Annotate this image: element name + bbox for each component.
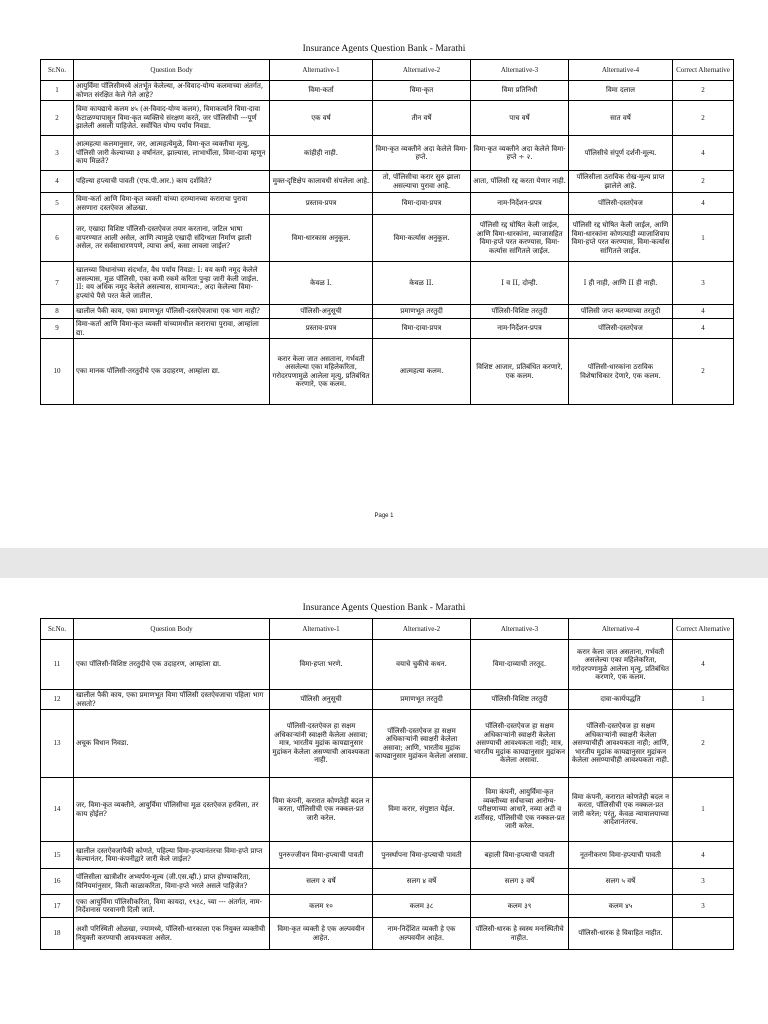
sr-cell: 9 (41, 319, 74, 339)
alternative-4-cell: कलम ४५ (569, 895, 673, 918)
alternative-4-cell: पॉलिसी-दस्तऐवज (569, 319, 673, 339)
page-title: Insurance Agents Question Bank - Marathi (302, 44, 466, 54)
alternative-4-cell: विमा दलाल (569, 81, 673, 101)
header-alt1: Alternative-1 (270, 619, 373, 640)
sr-cell: 10 (41, 339, 74, 405)
alternative-2-cell: विमा-दावा-प्रपत्र (373, 319, 471, 339)
correct-alternative-cell: 2 (673, 81, 734, 101)
question-cell: पॉलिसीला खात्रीशीर अभ्यर्पण-मूल्य (जी.एस.व्ही.) प्राप्त होण्याकरिता, विनियमांनुसार, किती काळाकरिता, विमा-हप्ते भरले असले पाहिजेत? (74, 869, 270, 895)
alternative-2-cell: विमा-दावा-प्रपत्र (373, 193, 471, 215)
table-row (41, 193, 734, 215)
alternative-1-cell: विमा-कृत व्यक्ती हे एक अल्पवयीन आहेत. (270, 918, 373, 950)
header-alt3: Alternative-3 (471, 619, 569, 640)
alternative-4-cell: पॉलिसीला ठराविक रोख-मूल्य प्राप्त झालेले आहे. (569, 171, 673, 193)
correct-alternative-cell: 4 (673, 319, 734, 339)
header-alt4: Alternative-4 (569, 60, 673, 81)
alternative-2-cell: नाम-निर्देशित व्यक्ती हे एक अल्पवयीन आहेत. (373, 918, 471, 950)
question-cell: खालील पैकी काय, एका प्रमाणभूत विमा पॉलिसी दस्तऐवजाचा पहिला भाग असतो? (74, 690, 270, 710)
alternative-3-cell: पॉलिसी-दस्तऐवज हा सक्षम अधिकाऱ्यांनी स्वाक्षरी केलेला असण्याची आवश्यकता नाही; मात्र, भारतीय मुद्रांक कायद्यानुसार मुद्रांकन केलेला असावा. (471, 710, 569, 778)
correct-alternative-cell (673, 918, 734, 950)
alternative-3-cell: सलग ३ वर्षे (471, 869, 569, 895)
alternative-1-cell: करार केला जात असताना, गर्भवती असलेल्या एका महिलेकरिता, गरोदरपणामुळे आलेला मृत्यु, प्रतिबंधित करणारे, एक कलम. (270, 339, 373, 405)
alternative-4-cell: सात वर्षे (569, 101, 673, 136)
correct-alternative-cell: 1 (673, 690, 734, 710)
sr-cell: 3 (41, 136, 74, 171)
alternative-4-cell: पॉलिसी रद्द घोषित केली जाईल, आणि विमा-धारकांना कोणत्याही व्याजाशिवाय विमा-हप्ते परत करण्यास, विमा-कर्त्यास सांगितले जाईल. (569, 215, 673, 262)
alternative-3-cell: कलम ३९ (471, 895, 569, 918)
header-alt4: Alternative-4 (569, 619, 673, 640)
alternative-3-cell: पॉलिसी रद्द घोषित केली जाईल, आणि विमा-धारकांना, व्याजासहित विमा-हप्ते परत करण्यास, विमा-कर्त्यास सांगितले जाईल. (471, 215, 569, 262)
alternative-3-cell: पॉलिसी-धारक हे स्वस्थ मनःस्थितीचे नाहीत. (471, 918, 569, 950)
sr-cell: 14 (41, 778, 74, 842)
table-row (41, 339, 734, 405)
alternative-2-cell: विमा-कृत (373, 81, 471, 101)
alternative-4-cell: विमा कंपनी, करारात कोणतेही बदल न करता, पॉलिसीची एक नक्कल-प्रत जारी करेल; परंतु, केवळ न्यायालयाच्या आदेशानंतरच. (569, 778, 673, 842)
alternative-1-cell: कांहीही नाही. (270, 136, 373, 171)
alternative-3-cell: विमा कंपनी, आयुर्विमा-कृत व्यक्तीच्या सर्वचाच्या आरोग्य-परीक्षणाच्या आधारे, नव्या अटी व शर्तीसह, पॉलिसीची एक नक्कल-प्रत जारी करेल. (471, 778, 569, 842)
alternative-2-cell: विमा-कृत व्यक्तीने अदा केलेले विमा-हप्ते. (373, 136, 471, 171)
correct-alternative-cell: 3 (673, 262, 734, 305)
table-row (41, 101, 734, 136)
table-row (41, 918, 734, 950)
alternative-3-cell: विमा-कृत व्यक्तीने अदा केलेले विमा-हप्ते ÷ २. (471, 136, 569, 171)
question-cell: जर, एखादा विशिष्ट पॉलिसी-दस्तऐवज तयार करताना, जटिल भाषा वापरण्यात आली असेल, आणि त्यामुळे एखादी संदिग्धता निर्माण झाली असेल, तर सर्वसाधारणपणे, त्याचा अर्थ, कसा लावला जाईल? (74, 215, 270, 262)
alternative-3-cell: नाम-निर्देशन-प्रपत्र (471, 319, 569, 339)
alternative-4-cell: पॉलिसी-दस्तऐवज हा सक्षम अधिकाऱ्यांनी स्वाक्षरी केलेला असण्याचीही आवश्यकता नाही; आणि, भारतीय मुद्रांक कायद्यानुसार मुद्रांकन केलेला असण्याचीही आवश्यकता नाही. (569, 710, 673, 778)
correct-alternative-cell: 4 (673, 305, 734, 319)
question-table (40, 59, 734, 405)
question-cell: एका आयुर्विमा पॉलिसीकरिता, विमा कायदा, १९३८, च्या --- अंतर्गत, नाम-निर्देशनास परवानगी दिली जाते. (74, 895, 270, 918)
table-row (41, 710, 734, 778)
question-table (40, 618, 734, 950)
alternative-1-cell: विमा-धारकास अनुकूल. (270, 215, 373, 262)
alternative-4-cell: दावा-कार्यपद्धति (569, 690, 673, 710)
correct-alternative-cell: 4 (673, 193, 734, 215)
alternative-1-cell: विमा कंपनी, करारात कोणतेही बदल न करता, पॉलिसीची एक नक्कल-प्रत जारी करेल. (270, 778, 373, 842)
alternative-4-cell: पॉलिसी-धारकांना ठराविक विशेषाधिकार देणारे, एक कलम. (569, 339, 673, 405)
alternative-4-cell: पॉलिसी-धारक हे विवाहित नाहीत. (569, 918, 673, 950)
table-row (41, 842, 734, 869)
alternative-1-cell: एक वर्ष (270, 101, 373, 136)
sr-cell: 8 (41, 305, 74, 319)
alternative-4-cell: पॉलिसी जप्त करण्याच्या तरतुदी (569, 305, 673, 319)
alternative-3-cell: आता, पॉलिसी रद्द करता येणार नाही. (471, 171, 569, 193)
correct-alternative-cell: 1 (673, 215, 734, 262)
alternative-3-cell: नाम-निर्देशन-प्रपत्र (471, 193, 569, 215)
question-cell: विमा-कर्ता आणि विमा-कृत व्यक्ती यांच्या दरम्यानच्या कराराचा पुरावा असणारा दस्तऐवज ओळखा. (74, 193, 270, 215)
table-row (41, 81, 734, 101)
alternative-3-cell: बहाली विमा-हप्त्याची पावती (471, 842, 569, 869)
sr-cell: 12 (41, 690, 74, 710)
sr-cell: 16 (41, 869, 74, 895)
table-row (41, 215, 734, 262)
sr-cell: 7 (41, 262, 74, 305)
table-row (41, 262, 734, 305)
question-cell: खालील दस्तऐवजांपैकी कोणते, पहिल्या विमा-हप्त्यानंतरचा विमा-हप्ते प्राप्त केल्यानंतर, विमा-कंपनीद्वारे जारी केले जाईल? (74, 842, 270, 869)
alternative-3-cell: विशिष्ट आजार, प्रतिबंधित करणारे, एक कलम. (471, 339, 569, 405)
header-alt3: Alternative-3 (471, 60, 569, 81)
header-sr: Sr.No. (41, 619, 74, 640)
alternative-2-cell: विमा-कर्त्यास अनुकूल. (373, 215, 471, 262)
alternative-3-cell: पॉलिसी-विशिष्ट तरतुदी (471, 305, 569, 319)
sr-cell: 11 (41, 640, 74, 690)
header-alt2: Alternative-2 (373, 619, 471, 640)
question-cell: अचूक विधान निवडा. (74, 710, 270, 778)
alternative-4-cell: करार केला जात असताना, गर्भवती असलेल्या एका महिलेकरिता, गरोदरपणामुळे आलेला मृत्यु, प्रतिबंधित करणारे, एक कलम. (569, 640, 673, 690)
page-footer: Page 1 (374, 513, 394, 519)
alternative-1-cell: पॉलिसी-दस्तऐवज हा सक्षम अधिकाऱ्यांनी स्वाक्षरी केलेला असावा; मात्र, भारतीय मुद्रांक कायद्यानुसार मुद्रांकन केलेला असण्याची आवश्यकता नाही. (270, 710, 373, 778)
table-row (41, 690, 734, 710)
correct-alternative-cell: 2 (673, 171, 734, 193)
alternative-1-cell: पॉलिसी अनुसूची (270, 690, 373, 710)
alternative-1-cell: सलग २ वर्षे (270, 869, 373, 895)
correct-alternative-cell: 4 (673, 640, 734, 690)
alternative-3-cell: पाच वर्षे (471, 101, 569, 136)
alternative-2-cell: पॉलिसी-दस्तऐवज हा सक्षम अधिकाऱ्यांनी स्वाक्षरी केलेला असावा; आणि, भारतीय मुद्रांक कायद्यानुसार मुद्रांकन केलेला असावा. (373, 710, 471, 778)
question-cell: खालील पैकी काय, एका प्रमाणभूत पॉलिसी-दस्तऐवजाचा एक भाग नाही? (74, 305, 270, 319)
sr-cell: 17 (41, 895, 74, 918)
header-alt2: Alternative-2 (373, 60, 471, 81)
table-row (41, 895, 734, 918)
sr-cell: 6 (41, 215, 74, 262)
correct-alternative-cell: 2 (673, 339, 734, 405)
question-cell: अशी परिस्थिती ओळखा, ज्यामध्ये, पॉलिसी-धारकाला एक नियुक्त व्यक्तीची नियुक्ती करण्याची आवश्यकता असेल. (74, 918, 270, 950)
alternative-2-cell: आत्महत्या कलम. (373, 339, 471, 405)
alternative-1-cell: पुनरुज्जीवन विमा-हप्त्याची पावती (270, 842, 373, 869)
alternative-1-cell: प्रस्ताव-प्रपत्र (270, 193, 373, 215)
sr-cell: 18 (41, 918, 74, 950)
header-alt1: Alternative-1 (270, 60, 373, 81)
alternative-3-cell: विमा-दाव्याची तरतूद. (471, 640, 569, 690)
alternative-2-cell: वयाचे चुकीचे कथन. (373, 640, 471, 690)
header-correct: Correct Alternative (673, 60, 734, 81)
alternative-1-cell: कलम १० (270, 895, 373, 918)
sr-cell: 15 (41, 842, 74, 869)
alternative-1-cell: मुक्त-दृष्टिक्षेप कालावधी संपलेला आहे. (270, 171, 373, 193)
page-2 (0, 578, 768, 1024)
sr-cell: 4 (41, 171, 74, 193)
alternative-2-cell: केवळ II. (373, 262, 471, 305)
sr-cell: 2 (41, 101, 74, 136)
table-row (41, 869, 734, 895)
table-row (41, 171, 734, 193)
correct-alternative-cell: 4 (673, 136, 734, 171)
alternative-2-cell: विमा करार, संपुष्टात येईल. (373, 778, 471, 842)
sr-cell: 1 (41, 81, 74, 101)
alternative-2-cell: पुनर्स्थापना विमा-हप्त्याची पावती (373, 842, 471, 869)
correct-alternative-cell: 2 (673, 710, 734, 778)
question-cell: आत्महत्या कलमानुसार, जर, आत्महत्येमुळे, विमा-कृत व्यक्तीचा मृत्यु, पॉलिसी जारी केल्याच्या ३ वर्षांनंतर, झाल्यास, लाभार्थीला, विमा-दावा म्हणून काय मिळते? (74, 136, 270, 171)
header-row (41, 619, 734, 640)
correct-alternative-cell: 2 (673, 101, 734, 136)
question-cell: पहिल्या हप्त्याची पावती (एफ.पी.आर.) काय दर्शविते? (74, 171, 270, 193)
correct-alternative-cell: 1 (673, 778, 734, 842)
alternative-1-cell: विमा-कर्ता (270, 81, 373, 101)
alternative-4-cell: I ही नाही, आणि II ही नाही. (569, 262, 673, 305)
alternative-1-cell: विमा-हप्ता भरणे. (270, 640, 373, 690)
header-question: Question Body (74, 619, 270, 640)
correct-alternative-cell: 4 (673, 842, 734, 869)
alternative-2-cell: सलग ४ वर्षे (373, 869, 471, 895)
alternative-4-cell: नूतनीकरण विमा-हप्त्याची पावती (569, 842, 673, 869)
alternative-2-cell: प्रमाणभूत तरतुदी (373, 690, 471, 710)
correct-alternative-cell: 3 (673, 869, 734, 895)
alternative-2-cell: तो, पॉलिसीचा करार सुरु झाला असल्याचा पुरावा आहे. (373, 171, 471, 193)
sr-cell: 13 (41, 710, 74, 778)
header-sr: Sr.No. (41, 60, 74, 81)
alternative-2-cell: कलम ३८ (373, 895, 471, 918)
question-cell: एका मानक पॉलिसी-तरतुदीचे एक उदाहरण, आम्हांला द्या. (74, 339, 270, 405)
header-row (41, 60, 734, 81)
alternative-4-cell: पॉलिसीचे संपूर्ण दर्शनी-मूल्य. (569, 136, 673, 171)
header-correct: Correct Alternative (673, 619, 734, 640)
table-row (41, 305, 734, 319)
alternative-2-cell: तीन वर्षे (373, 101, 471, 136)
alternative-2-cell: प्रमाणभूत तरतुदी (373, 305, 471, 319)
table-row (41, 319, 734, 339)
question-cell: एका पॉलिसी-विशिष्ट तरतुदीचे एक उदाहरण, आम्हांला द्या. (74, 640, 270, 690)
table-row (41, 640, 734, 690)
question-cell: जर, विमा-कृत व्यक्तीने, आयुर्विमा पॉलिसीचा मूळ दस्तऐवज हरविला, तर काय होईल? (74, 778, 270, 842)
alternative-1-cell: केवळ I. (270, 262, 373, 305)
table-row (41, 136, 734, 171)
page-title: Insurance Agents Question Bank - Marathi (302, 603, 466, 613)
header-question: Question Body (74, 60, 270, 81)
question-cell: आयुर्विमा पॉलिसीमध्ये अंतर्भूत केलेल्या, अ-विवाद-योग्य कलमाच्या अंतर्गत, कोणत संरक्षित केले गेले आहे? (74, 81, 270, 101)
page-gap (0, 548, 768, 578)
table-row (41, 778, 734, 842)
alternative-1-cell: प्रस्ताव-प्रपत्र (270, 319, 373, 339)
alternative-4-cell: सलग ५ वर्षे (569, 869, 673, 895)
alternative-1-cell: पॉलिसी-अनुसूची (270, 305, 373, 319)
sr-cell: 5 (41, 193, 74, 215)
question-cell: खालच्या विधानांच्या संदर्भात, वैध पर्याय निवडा: I: वय कमी नमूद केलेले असल्यास, मूळ पॉलिसी, एका कमी रकमे करिता पुन्हा जारी केली जाईल. II: वय अधिक नमूद केलेले असल्यास, सामान्यत:, अदा केलेल्या विमा-हप्त्यांचे पैसे परत केले जातील. (74, 262, 270, 305)
alternative-3-cell: पॉलिसी-विशिष्ट तरतुदी (471, 690, 569, 710)
question-cell: विमा कायद्याचे कलम ४५ (अ-विवाद-योग्य कलम), विमाकर्त्यांने विमा-दावा फेटाळण्यापासून विमा-कृत व्यक्तिचे संरक्षण करते, जर पॉलिसीची ---पूर्ण झालेली असली पाहिजेत. सर्वोचित योग्य पर्याय निवडा. (74, 101, 270, 136)
alternative-3-cell: विमा प्रतिनिधी (471, 81, 569, 101)
alternative-3-cell: I व II, दोन्ही. (471, 262, 569, 305)
question-cell: विमा-कर्ता आणि विमा-कृत व्यक्ती यांच्यामधील कराराचा पुरावा, आम्हांला द्या. (74, 319, 270, 339)
correct-alternative-cell: 3 (673, 895, 734, 918)
alternative-4-cell: पॉलिसी-दस्तऐवज (569, 193, 673, 215)
